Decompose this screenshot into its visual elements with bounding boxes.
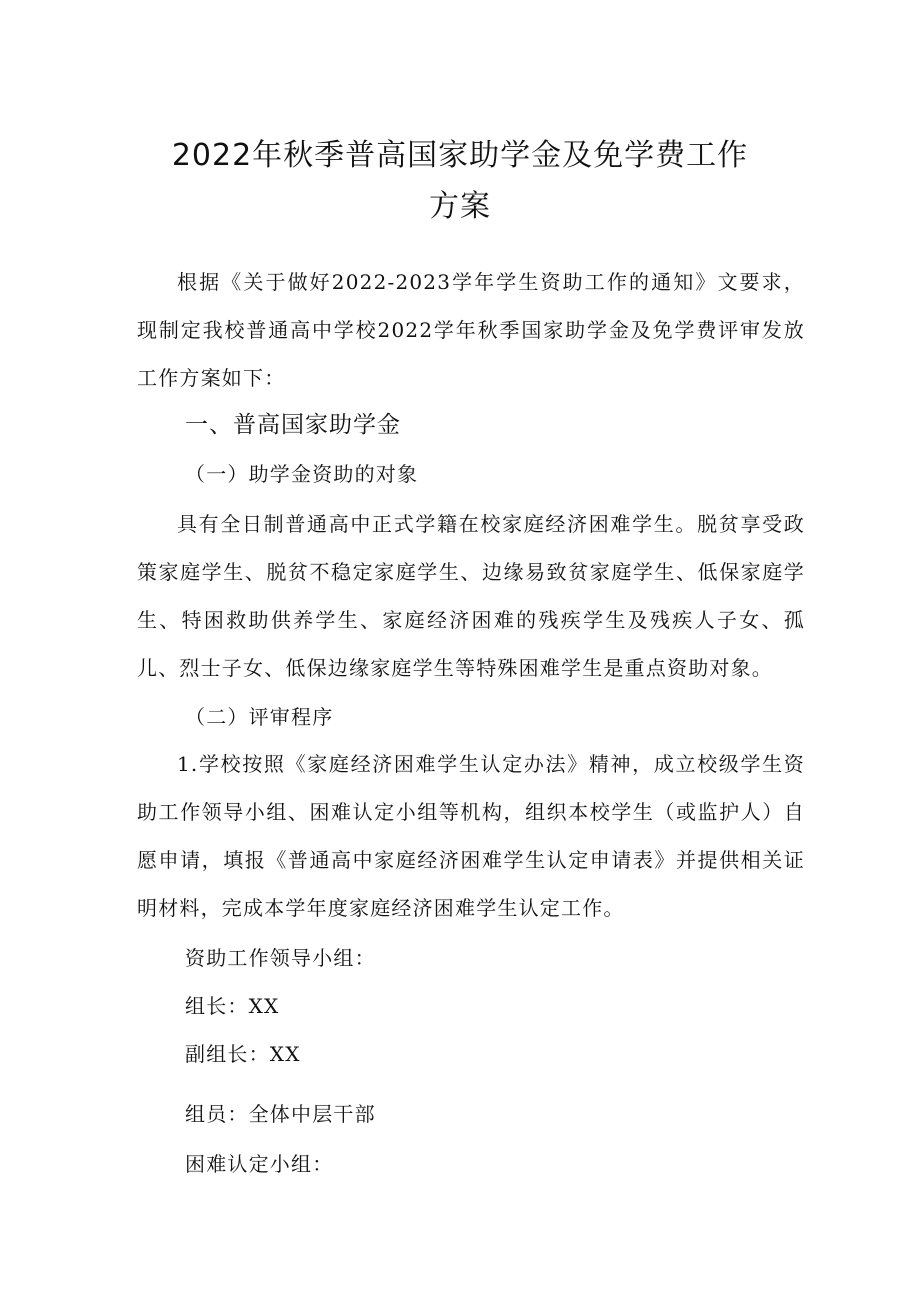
group-leader: 组长：XX [185,994,280,1018]
procedure-item-1: 1.学校按照《家庭经济困难学生认定办法》精神，成立校级学生资助工作领导小组、困难认定小组等机构，组织本校学生（或监护人）自愿申请，填报《普通高中家庭经济困难学生认定申请表》并提供相关证明材料，完成本学年度家庭经济困难学生认定工作。 [137,752,805,920]
leadership-group-label: 资助工作领导小组： [185,946,376,970]
group-deputy-leader: 副组长：XX [185,1042,301,1066]
subsection-1-paragraph: 具有全日制普通高中正式学籍在校家庭经济困难学生。脱贫享受政策家庭学生、脱贫不稳定家庭学生、边缘易致贫家庭学生、低保家庭学生、特困救助供养学生、家庭经济困难的残疾学生及残疾人子女、孤儿、烈士子女、低保边缘家庭学生等特殊困难学生是重点资助对象。 [137,512,805,680]
subsection-heading-1: （一）助学金资助的对象 [185,462,419,486]
recognition-group-label: 困难认定小组： [185,1152,334,1176]
subsection-heading-2: （二）评审程序 [185,705,334,729]
group-members: 组员：全体中层干部 [185,1102,376,1126]
section-heading-1: 一、普高国家助学金 [185,412,401,438]
intro-paragraph: 根据《关于做好2022-2023学年学生资助工作的通知》文要求，现制定我校普通高中学校2022学年秋季国家助学金及免学费评审发放工作方案如下： [137,270,805,390]
document-title-line2: 方案 [429,189,491,224]
document-title-line1: 2022年秋季普高国家助学金及免学费工作 [171,138,749,173]
